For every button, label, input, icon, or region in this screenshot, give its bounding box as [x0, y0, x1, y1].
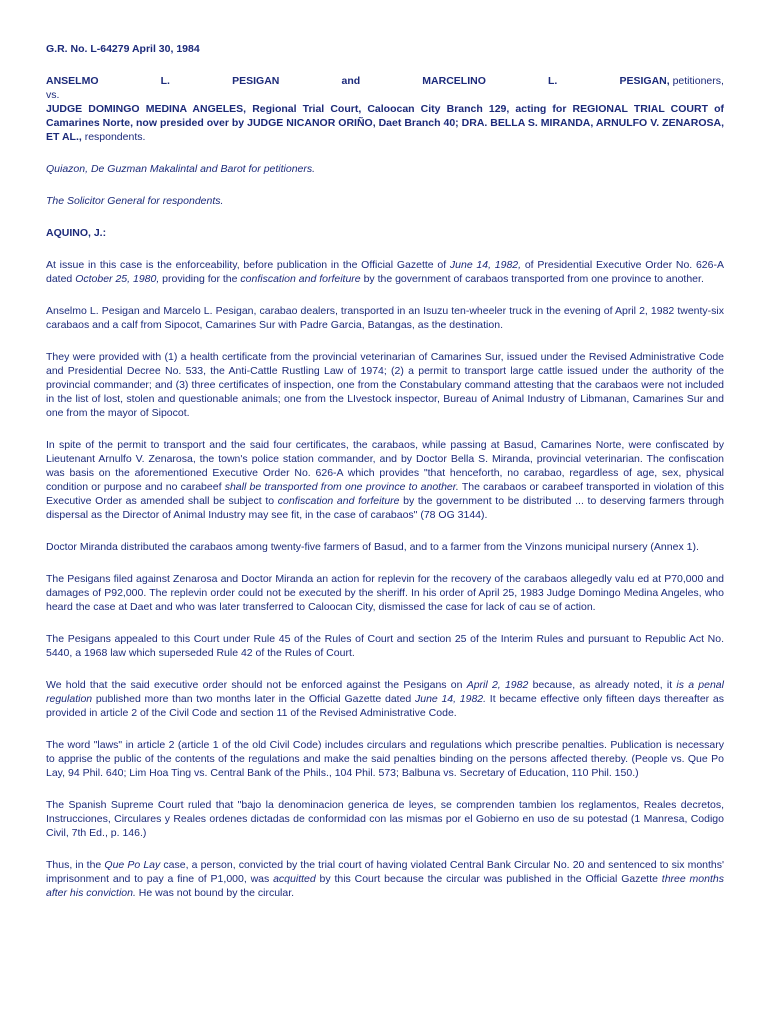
paragraph-text: They were provided with (1) a health certificate from the provincial veterinarian of Camarines Sur, issued under the Revised Administrative Code and Presidential Decree No. 533, the Anti-Cattle Rustling Law of 1974; (2) a permit to transport large cattle issued under the authority of the provincial commander; and (3) three certificates of inspection, one from the Constabulary command attesting that the carabaos were not included in the list of lost, stolen and questionable animals; one from the LIvestock inspector, Bureau of Animal Industry of Libmanan, Camarines Sur and one from the mayor of Sipocot.	[46, 351, 724, 419]
paragraph-text: because, as already noted, it	[528, 679, 677, 691]
paragraph-text: The Pesigans filed against Zenarosa and Doctor Miranda an action for replevin for the recovery of the carabaos allegedly valu ed at P70,000 and damages of P92,000. The replevin order could not be executed by the sheriff. In his order of April 25, 1983 Judge Domingo Medina Angeles, who heard the case at Daet and who was later transferred to Caloocan City, dismissed the case for lack of cau se of action.	[46, 573, 724, 613]
italic-text: shall be transported from one province to another.	[224, 481, 459, 493]
body-paragraph	[46, 858, 724, 900]
italic-text: June 14, 1982.	[414, 693, 487, 705]
paragraph-text: case, a person, convicted by the trial court of having violated Central Bank Circular No. 20 and sentenced to six months' imprisonment and to pay a fine of P1,000, was	[46, 859, 725, 885]
paragraph-text: by the government to be distributed ... to deserving farmers through dispersal as the Director of Animal Industry may see fit, in the case of carabaos" (78 OG 3144).	[46, 495, 724, 521]
paragraph-text: Doctor Miranda distributed the carabaos among twenty-five farmers of Basud, and to a farmer from the Vinzons municipal nursery (Annex 1).	[46, 541, 699, 553]
italic-text: is a penal regulation	[46, 679, 724, 705]
petitioners-line: ANSELMO L. PESIGAN and MARCELINO L. PESIGAN, petitioners,	[46, 75, 724, 87]
body-paragraph	[46, 304, 724, 332]
paragraph-text: of Presidential Executive Order No. 626-A dated	[46, 259, 724, 285]
paragraph-text: He was not bound by the circular.	[135, 887, 295, 899]
body-paragraph	[46, 738, 724, 780]
paragraph-text: The word "laws" in article 2 (article 1 of the old Civil Code) includes circulars and regulations which prescribe penalties. Publication is necessary to apprise the public of the contents of the regulations and make the said penalties binding on the persons affected thereby. (People vs. Que Po Lay, 94 Phil. 640; Lim Hoa Ting vs. Central Bank of the Phils., 104 Phil. 573; Balbuna vs. Secretary of Education, 110 Phil. 150.)	[46, 739, 724, 779]
italic-text: October 25, 1980,	[75, 273, 160, 285]
paragraph-text: The carabaos or carabeef transported in violation of this Executive Order as amended shall be subject to	[46, 481, 724, 507]
paragraph-text: It became effective only fifteen days thereafter as provided in article 2 of the Civil Code and section 11 of the Revised Administrative Code.	[46, 693, 724, 719]
paragraph-text: by the government of carabaos transported from one province to another.	[360, 273, 704, 285]
paragraph-text: by this Court because the circular was published in the Official Gazette	[315, 873, 662, 885]
versus: vs.	[46, 89, 60, 101]
case-caption	[46, 74, 724, 144]
body-paragraph	[46, 258, 724, 286]
italic-text: confiscation and forfeiture	[277, 495, 400, 507]
body-paragraph	[46, 678, 724, 720]
paragraph-text: Anselmo L. Pesigan and Marcelo L. Pesigan, carabao dealers, transported in an Isuzu ten-wheeler truck in the evening of April 2, 1982 twenty-six carabaos and a calf from Sipocot, Camarines Sur with Padre Garcia, Batangas, as the destination.	[46, 305, 724, 331]
paragraph-text: Thus, in the	[46, 859, 105, 871]
paragraph-text: The Spanish Supreme Court ruled that "bajo la denominacion generica de leyes, se comprenden tambien los reglamentos, Reales decretos, Instrucciones, Circulares y Reales ordenes dictadas de conformidad con las mismas por el Gobierno en uso de su potestad (1 Manresa, Codigo Civil, 7th Ed., p. 146.)	[46, 799, 724, 839]
ponente: AQUINO, J.:	[46, 227, 107, 239]
counsel-respondents: The Solicitor General for respondents.	[46, 195, 224, 207]
paragraph-text: The Pesigans appealed to this Court under Rule 45 of the Rules of Court and section 25 of the Interim Rules and pursuant to Republic Act No. 5440, a 1968 law which superseded Rule 42 of the Rules of Court.	[46, 633, 724, 659]
body-paragraph	[46, 632, 724, 660]
body-paragraph	[46, 798, 724, 840]
counsel-petitioners: Quiazon, De Guzman Makalintal and Barot for petitioners.	[46, 163, 316, 175]
decision-body	[46, 258, 724, 900]
body-paragraph	[46, 438, 724, 522]
paragraph-text: published more than two months later in the Official Gazette dated	[92, 693, 415, 705]
paragraph-text: We hold that the said executive order should not be enforced against the Pesigans on	[46, 679, 467, 691]
body-paragraph	[46, 572, 724, 614]
italic-text: Que Po Lay	[104, 859, 161, 871]
body-paragraph	[46, 540, 724, 554]
italic-text: confiscation and forfeiture	[240, 273, 361, 285]
italic-text: acquitted	[273, 873, 316, 885]
italic-text: three months after his conviction.	[46, 873, 724, 899]
italic-text: June 14, 1982,	[449, 259, 522, 271]
paragraph-text: In spite of the permit to transport and the said four certificates, the carabaos, while passing at Basud, Camarines Norte, were confiscated by Lieutenant Arnulfo V. Zenarosa, the town's police station commander, and by Doctor Bella S. Miranda, provincial veterinarian. The confiscation was basis on the aforementioned Executive Order No. 626-A which provides "that henceforth, no carabao, regardless of age, sex, physical condition or purpose and no carabeef	[46, 439, 724, 493]
body-paragraph	[46, 350, 724, 420]
respondents: JUDGE DOMINGO MEDINA ANGELES, Regional Trial Court, Caloocan City Branch 129, acting for REGIONAL TRIAL COURT of Camarines Norte, now presided over by JUDGE NICANOR ORIÑO, Daet Branch 40; DRA. BELLA S. MIRANDA, ARNULFO V. ZENAROSA, ET AL., respondents.	[46, 103, 724, 143]
decision-text	[46, 40, 724, 900]
paragraph-text: providing for the	[159, 273, 241, 285]
case-number: G.R. No. L-64279 April 30, 1984	[46, 43, 200, 55]
italic-text: April 2, 1982	[466, 679, 529, 691]
paragraph-text: At issue in this case is the enforceability, before publication in the Official Gazette of	[46, 259, 450, 271]
